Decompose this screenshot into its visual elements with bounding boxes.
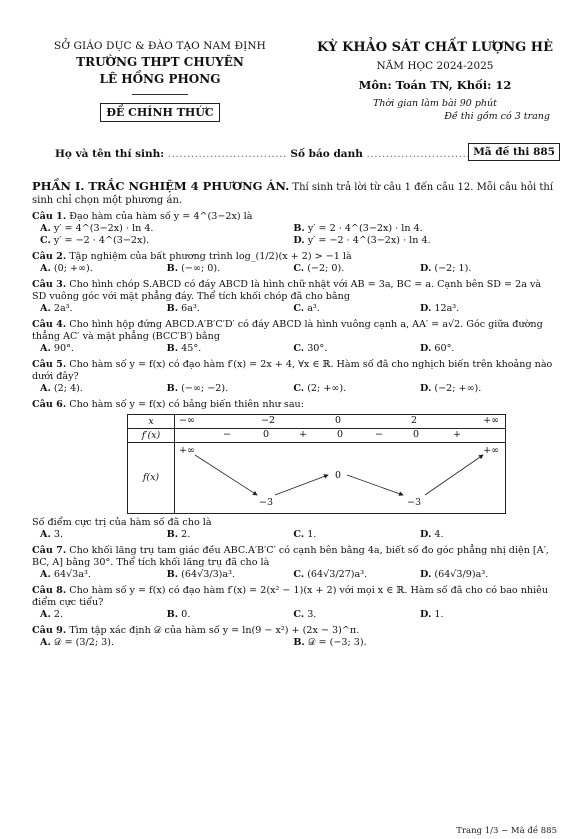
department: SỞ GIÁO DỤC & ĐÀO TẠO NAM ĐỊNH bbox=[54, 40, 266, 52]
time-limit: Thời gian làm bài 90 phút bbox=[373, 98, 497, 109]
sign: − bbox=[223, 429, 231, 440]
school-year: NĂM HỌC 2024-2025 bbox=[376, 60, 494, 72]
question-label: Câu 8. bbox=[32, 585, 67, 596]
option-c[interactable]: C. a³. bbox=[293, 303, 320, 314]
option-d[interactable]: D. 60°. bbox=[419, 343, 455, 354]
option-d[interactable]: D. 12a³. bbox=[419, 303, 460, 314]
sign: + bbox=[299, 429, 307, 440]
question-5 bbox=[32, 359, 557, 395]
f-value: −3 bbox=[259, 497, 274, 508]
question-2 bbox=[32, 251, 557, 275]
f-value: −3 bbox=[407, 497, 422, 508]
name-label: Họ và tên thí sinh: bbox=[55, 148, 165, 160]
candidate-info bbox=[55, 148, 560, 160]
exam-code: Mã đề thi 885 bbox=[468, 143, 560, 161]
sign: 0 bbox=[263, 429, 270, 440]
sign: − bbox=[375, 429, 383, 440]
option-c[interactable]: C. (−2; 0). bbox=[293, 263, 345, 274]
question-1 bbox=[32, 211, 557, 247]
question-label: Câu 1. bbox=[32, 211, 67, 222]
variation-table bbox=[127, 414, 506, 514]
question-label: Câu 7. bbox=[32, 545, 67, 556]
option-d[interactable]: D. (−2; +∞). bbox=[419, 383, 482, 394]
option-d[interactable]: D. (64√3/9)a³. bbox=[419, 569, 489, 580]
question-label: Câu 2. bbox=[32, 251, 67, 262]
question-9 bbox=[32, 625, 557, 649]
question-8 bbox=[32, 585, 557, 621]
options bbox=[32, 263, 557, 275]
x-row bbox=[175, 415, 506, 429]
option-b[interactable]: B. 6a³. bbox=[166, 303, 200, 314]
question-label: Câu 3. bbox=[32, 279, 67, 290]
x-value: 2 bbox=[411, 415, 418, 426]
page-footer: Trang 1/3 − Mã đề 885 bbox=[456, 826, 557, 836]
option-a[interactable]: A. 3. bbox=[40, 529, 64, 540]
option-a[interactable]: A. y′ = 4^(3−2x) · ln 4. bbox=[40, 223, 154, 234]
questions-content bbox=[32, 180, 557, 649]
option-b[interactable]: B. (−∞; 0). bbox=[166, 263, 221, 274]
x-label: x bbox=[128, 415, 175, 429]
question-text: Cho hình chóp S.ABCD có đáy ABCD là hình chữ nhật với AB = 3a, BC = a. Cạnh bên SD = 2a và SD vuông góc với mặt phẳng đáy. Thể tích khối chóp đã cho bằng bbox=[32, 279, 542, 302]
name-field[interactable]: ............................... bbox=[167, 148, 287, 160]
sbd-label: Số báo danh bbox=[290, 148, 363, 160]
options bbox=[32, 529, 557, 541]
question-label: Câu 9. bbox=[32, 625, 67, 636]
question-text: Cho hàm số y = f(x) có bảng biến thiên như sau: bbox=[69, 399, 304, 410]
function-label: f(x) bbox=[128, 443, 175, 514]
header-right bbox=[300, 40, 570, 122]
school-line-1: TRƯỜNG THPT CHUYÊN bbox=[76, 55, 244, 69]
option-d[interactable]: D. 1. bbox=[419, 609, 444, 620]
question-3 bbox=[32, 279, 557, 315]
question-text: Cho hàm số y = f(x) có đạo hàm f′(x) = 2x + 4, ∀x ∈ ℝ. Hàm số đã cho nghịch biến trên khoảng nào dưới đây? bbox=[32, 359, 553, 382]
header-left bbox=[30, 40, 290, 122]
option-a[interactable]: A. 2. bbox=[40, 609, 64, 620]
subject: Môn: Toán TN, Khối: 12 bbox=[358, 78, 512, 92]
options bbox=[32, 637, 557, 649]
part-1-title: PHẦN I. TRẮC NGHIỆM 4 PHƯƠNG ÁN. bbox=[32, 179, 290, 193]
question-text: Tìm tập xác định 𝒟 của hàm số y = ln(9 − x²) + (2x − 3)^π. bbox=[69, 625, 360, 636]
option-b[interactable]: B. 2. bbox=[166, 529, 191, 540]
options bbox=[32, 383, 557, 395]
x-value: −∞ bbox=[179, 415, 195, 426]
question-label: Câu 6. bbox=[32, 399, 67, 410]
question-label: Câu 4. bbox=[32, 319, 67, 330]
option-a[interactable]: A. (0; +∞). bbox=[40, 263, 93, 274]
sign: + bbox=[453, 429, 461, 440]
option-c[interactable]: C. 30°. bbox=[293, 343, 328, 354]
exam-title: KỲ KHẢO SÁT CHẤT LƯỢNG HÈ bbox=[316, 40, 553, 55]
divider bbox=[132, 94, 188, 95]
option-a[interactable]: A. 2a³. bbox=[40, 303, 73, 314]
question-text: Đạo hàm của hàm số y = 4^(3−2x) là bbox=[69, 211, 253, 222]
function-row bbox=[175, 443, 506, 514]
options bbox=[32, 343, 557, 355]
page-count: Đề thi gồm có 3 trang bbox=[444, 111, 550, 122]
question-label: Câu 5. bbox=[32, 359, 67, 370]
option-c[interactable]: C. y′ = −2 · 4^(3−2x). bbox=[40, 235, 150, 246]
question-text: Cho hàm số y = f(x) có đạo hàm f′(x) = 2(x² − 1)(x + 2) với mọi x ∈ ℝ. Hàm số đã cho có bao nhiêu điểm cực tiểu? bbox=[32, 585, 549, 608]
options bbox=[32, 569, 557, 581]
options bbox=[32, 609, 557, 621]
option-a[interactable]: A. (2; 4). bbox=[40, 383, 83, 394]
option-c[interactable]: C. (64√3/27)a³. bbox=[293, 569, 368, 580]
option-c[interactable]: C. (2; +∞). bbox=[293, 383, 347, 394]
derivative-label: f′(x) bbox=[128, 429, 175, 443]
sign-row bbox=[175, 429, 506, 443]
x-value: 0 bbox=[335, 415, 342, 426]
option-b[interactable]: B. 45°. bbox=[166, 343, 202, 354]
x-value: +∞ bbox=[483, 415, 499, 426]
part-1-desc: Thí sinh trả lời từ câu 1 đến câu 12. Mỗi câu hỏi thí sinh chỉ chọn một phương án. bbox=[32, 182, 554, 206]
question-7 bbox=[32, 545, 557, 581]
option-b[interactable]: B. 0. bbox=[166, 609, 191, 620]
option-c[interactable]: C. 3. bbox=[293, 609, 317, 620]
option-d[interactable]: D. y′ = −2 · 4^(3−2x) · ln 4. bbox=[293, 235, 431, 246]
options bbox=[32, 223, 557, 247]
f-value: 0 bbox=[335, 470, 342, 481]
f-value: +∞ bbox=[483, 445, 499, 456]
question-6-prompt: Số điểm cực trị của hàm số đã cho là bbox=[32, 517, 212, 528]
option-a[interactable]: A. 64√3a³. bbox=[40, 569, 91, 580]
x-value: −2 bbox=[261, 415, 276, 426]
sign: 0 bbox=[337, 429, 344, 440]
question-4 bbox=[32, 319, 557, 355]
option-b[interactable]: B. (64√3/3)a³. bbox=[166, 569, 236, 580]
sbd-field[interactable]: ........................... bbox=[366, 148, 471, 160]
part-1-heading bbox=[32, 180, 557, 207]
official-stamp: ĐỀ CHÍNH THỨC bbox=[100, 103, 219, 122]
option-d[interactable]: D. 4. bbox=[419, 529, 444, 540]
option-b[interactable]: B. y′ = 2 · 4^(3−2x) · ln 4. bbox=[293, 223, 423, 234]
f-value: +∞ bbox=[179, 445, 195, 456]
question-text: Cho hình hộp đứng ABCD.A′B′C′D′ có đáy ABCD là hình vuông cạnh a, AA′ = a√2. Góc giữa đường thẳng AC′ và mặt phẳng (BCC′B′) bằng bbox=[32, 319, 543, 342]
option-c[interactable]: C. 1. bbox=[293, 529, 317, 540]
school-line-2: LÊ HỒNG PHONG bbox=[99, 72, 221, 86]
question-text: Tập nghiệm của bất phương trình log_(1/2)(x + 2) > −1 là bbox=[69, 251, 352, 262]
options bbox=[32, 303, 557, 315]
option-b[interactable]: B. (−∞; −2). bbox=[166, 383, 229, 394]
option-d[interactable]: D. (−2; 1). bbox=[419, 263, 472, 274]
sign: 0 bbox=[413, 429, 420, 440]
option-b[interactable]: B. 𝒟 = (−3; 3). bbox=[293, 637, 367, 648]
question-6 bbox=[32, 399, 557, 541]
option-a[interactable]: A. 90°. bbox=[40, 343, 74, 354]
option-a[interactable]: A. 𝒟 = (3/2; 3). bbox=[40, 637, 115, 648]
question-text: Cho khối lăng trụ tam giác đều ABC.A′B′C′ có cạnh bên bằng 4a, biết số đo góc phẳng nhị diện [A′, BC, A] bằng 30°. Thể tích khối lăng trụ đã cho là bbox=[32, 545, 549, 568]
